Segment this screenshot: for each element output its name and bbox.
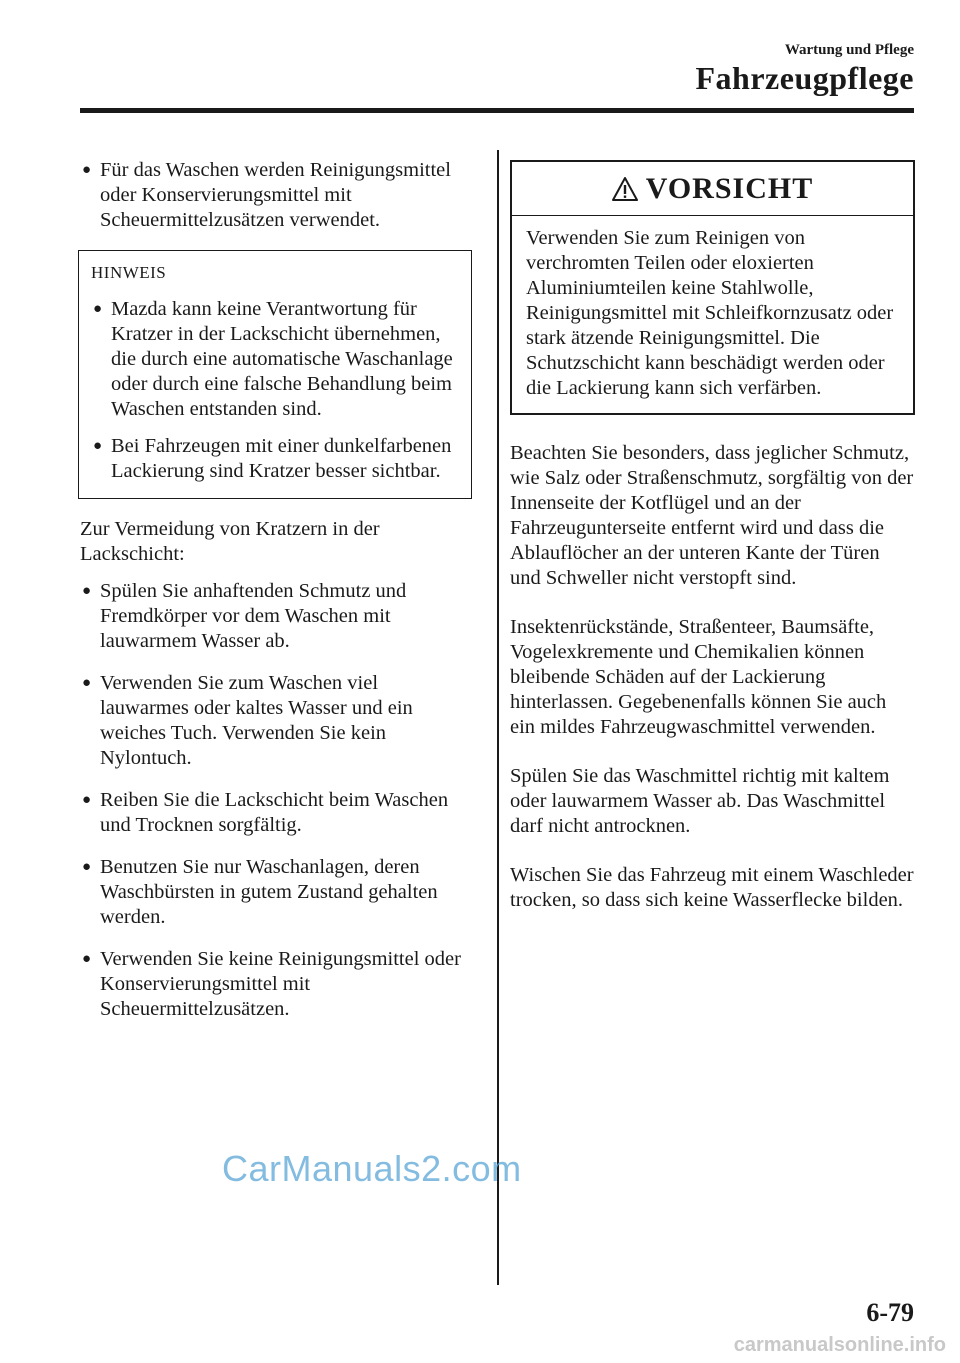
caution-text: Verwenden Sie zum Reinigen von verchromten Teilen oder eloxierten Aluminiumteilen keine Stahlwolle, Reinigungsmittel mit Schleifkornzusatz oder stark ätzende Reinigungsmittel. Die Schutzschicht kann beschädigt werden oder die Lackierung kann sich verfärben. [526,227,894,399]
note-title: HINWEIS [91,263,167,282]
bullet-dot: ● [82,859,92,875]
left-column [80,158,470,1039]
bullet-dot: ● [82,792,92,808]
paragraph: Insektenrückstände, Straßenteer, Baumsäfte, Vogelexkremente und Chemikalien können bleibende Schäden auf der Lackierung hinterlassen. Gegebenenfalls können Sie auch ein mildes Fahrzeugwaschmittel verwenden. [510,616,887,738]
scratch-bullet [80,579,470,654]
note-box [78,250,472,499]
scratch-bullet-text: Verwenden Sie keine Reinigungsmittel oder Konservierungsmittel mit Scheuermittelzusätzen. [100,948,461,1020]
bullet-dot: ● [82,583,92,599]
intro-bullet-text: Für das Waschen werden Reinigungsmittel oder Konservierungsmittel mit Scheuermittelzusätzen verwendet. [100,159,451,231]
bullet-dot: ● [82,675,92,691]
bullet-dot: ● [82,162,92,178]
note-bullet-text: Mazda kann keine Verantwortung für Kratzer in der Lackschicht übernehmen, die durch eine automatische Waschanlage oder durch eine falsche Behandlung beim Waschen entstanden sind. [111,298,453,420]
paragraph: Wischen Sie das Fahrzeug mit einem Waschleder trocken, so dass sich keine Wasserflecke bilden. [510,864,914,911]
scratch-bullet [80,788,470,838]
scratch-bullet-text: Reiben Sie die Lackschicht beim Waschen und Trocknen sorgfältig. [100,789,449,836]
page-number: 6-79 [866,1298,914,1327]
bullet-dot: ● [93,438,103,454]
intro-bullet [80,158,470,233]
scratch-bullet [80,947,470,1022]
paragraph: Spülen Sie das Waschmittel richtig mit kaltem oder lauwarmem Wasser ab. Das Waschmittel darf nicht antrocknen. [510,765,890,837]
header-rule [80,108,914,113]
note-bullet-text: Bei Fahrzeugen mit einer dunkelfarbenen Lackierung sind Kratzer besser sichtbar. [111,435,452,482]
warning-triangle-icon [612,176,638,202]
bullet-dot: ● [82,951,92,967]
scratch-intro: Zur Vermeidung von Kratzern in der Lackschicht: [80,518,380,565]
scratch-bullet [80,671,470,771]
right-column [510,160,915,937]
caution-box [510,160,915,415]
scratch-bullet-text: Spülen Sie anhaftenden Schmutz und Fremdkörper vor dem Waschen mit lauwarmem Wasser ab. [100,580,407,652]
header-chapter-title: Fahrzeugpflege [695,60,914,96]
header-section-title: Wartung und Pflege [784,42,914,58]
caution-title: VORSICHT [645,171,814,205]
scratch-bullet [80,855,470,930]
watermark: CarManuals2.com [222,1148,522,1189]
scratch-bullet-text: Verwenden Sie zum Waschen viel lauwarmes oder kaltes Wasser und ein weiches Tuch. Verwenden Sie kein Nylontuch. [100,672,413,769]
paragraph: Beachten Sie besonders, dass jeglicher Schmutz, wie Salz oder Straßenschmutz, sorgfältig von der Innenseite der Kotflügel und an der Fahrzeugunterseite entfernt wird und dass die Ablauflöcher an der unteren Kante der Türen und Schweller nicht verstopft sind. [510,442,914,589]
note-bullet [91,434,461,484]
note-bullet [91,297,461,422]
column-divider [497,150,499,1285]
footer-watermark: carmanualsonline.info [733,1334,946,1356]
scratch-bullet-text: Benutzen Sie nur Waschanlagen, deren Waschbürsten in gutem Zustand gehalten werden. [100,856,438,928]
bullet-dot: ● [93,301,103,317]
caution-header [512,162,913,216]
